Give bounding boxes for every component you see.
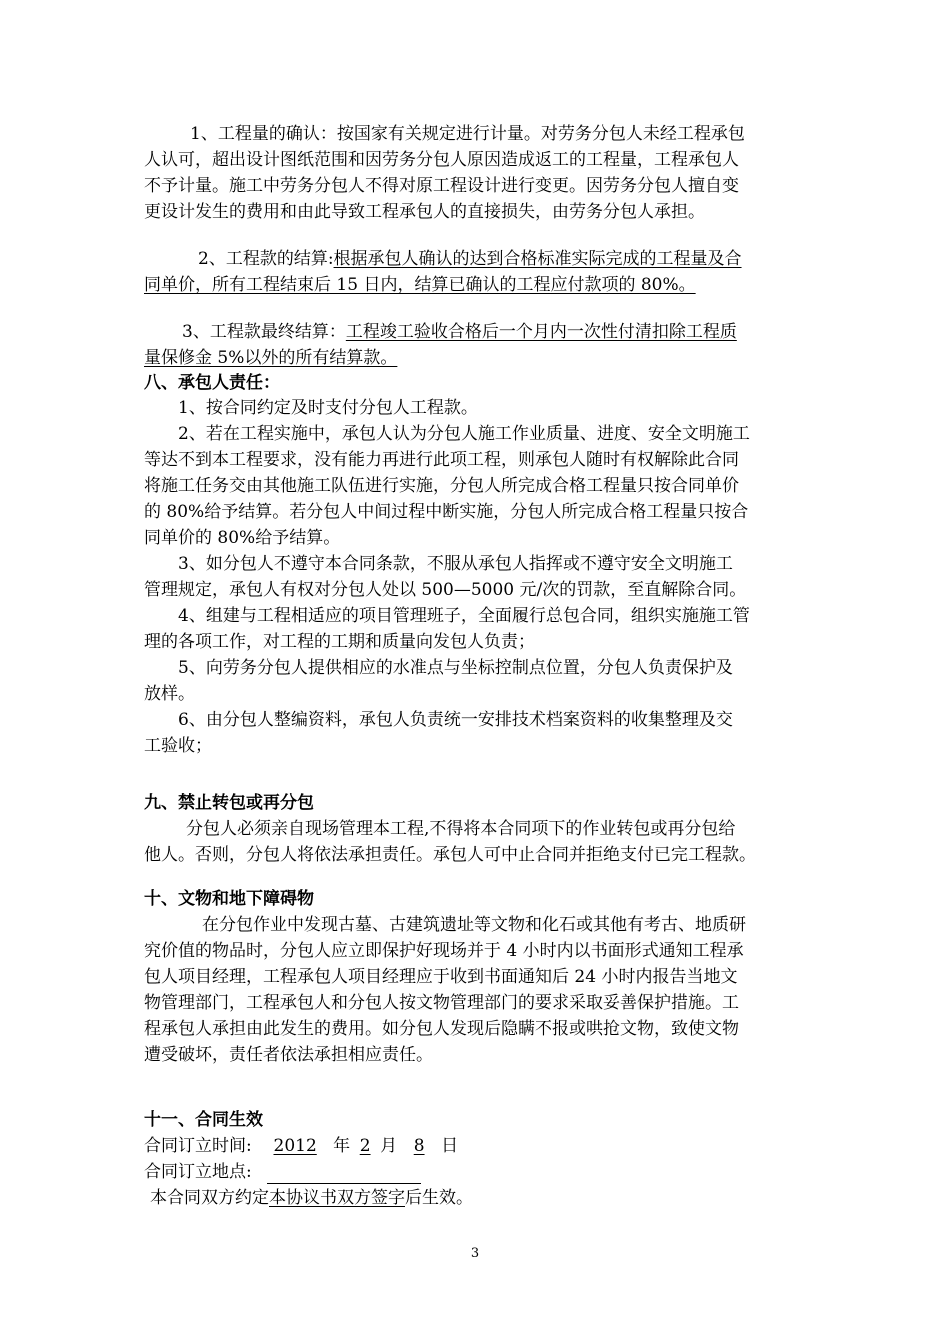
s8-line: 2、若在工程实施中，承包人认为分包人施工作业质量、进度、安全文明施工: [178, 424, 750, 444]
s8-line: 理的各项工作，对工程的工期和质量向发包人负责；: [144, 632, 535, 652]
s7-p1-line2: 人认可，超出设计图纸范围和因劳务分包人原因造成返工的工程量，工程承包人: [144, 150, 739, 170]
s10-line: 物管理部门，工程承包人和分包人按文物管理部门的要求采取妥善保护措施。工: [144, 993, 739, 1013]
s8-line: 4、组建与工程相适应的项目管理班子，全面履行总包合同，组织实施施工管: [178, 606, 750, 626]
s8-line: 等达不到本工程要求，没有能力再进行此项工程，则承包人随时有权解除此合同: [144, 450, 739, 470]
page-number: 3: [470, 1246, 480, 1261]
contract-month: 2: [359, 1136, 371, 1156]
year-unit: 年: [333, 1136, 351, 1156]
effect-post: 后生效。: [405, 1188, 473, 1208]
s8-line: 工验收；: [144, 736, 212, 756]
s10-line: 程承包人承担由此发生的费用。如分包人发现后隐瞒不报或哄抢文物，致使文物: [144, 1019, 739, 1039]
contract-place-label: 合同订立地点:: [144, 1162, 252, 1182]
contract-year: 2012: [273, 1136, 317, 1156]
s7-p2-line1: [198, 247, 742, 271]
contract-effect-line: [150, 1186, 473, 1210]
section-9-heading: 九、禁止转包或再分包: [144, 793, 314, 813]
s8-line: 6、由分包人整编资料，承包人负责统一安排技术档案资料的收集整理及交: [178, 710, 733, 730]
section-11-heading: 十一、合同生效: [144, 1110, 263, 1130]
s8-line: 放样。: [144, 684, 195, 704]
s7-p1-line4: 更设计发生的费用和由此导致工程承包人的直接损失，由劳务分包人承担。: [144, 202, 705, 222]
contract-date-line: [144, 1134, 458, 1158]
month-unit: 月: [380, 1136, 398, 1156]
section-10-heading: 十、文物和地下障碍物: [144, 889, 314, 909]
s7-p1-line3: 不予计量。施工中劳务分包人不得对原工程设计进行变更。因劳务分包人擅自变: [144, 176, 739, 196]
effect-signature-condition: 本协议书双方签字: [269, 1188, 405, 1208]
s9-line: 分包人必须亲自现场管理本工程,不得将本合同项下的作业转包或再分包给: [186, 819, 736, 839]
contract-day: 8: [413, 1136, 425, 1156]
s7-p2-underlined-1: 根据承包人确认的达到合格标准实际完成的工程量及合: [333, 249, 742, 269]
day-unit: 日: [441, 1136, 459, 1156]
s9-line: 他人。否则，分包人将依法承担责任。承包人可中止合同并拒绝支付已完工程款。: [144, 845, 756, 865]
s8-line: 5、向劳务分包人提供相应的水准点与坐标控制点位置，分包人负责保护及: [178, 658, 733, 678]
s8-line: 的 80%给予结算。若分包人中间过程中断实施，分包人所完成合格工程量只按合: [144, 502, 749, 522]
section-8-heading: 八、承包人责任：: [144, 373, 280, 393]
s7-p3-lead: 3、工程款最终结算：: [182, 322, 346, 342]
s8-line: 管理规定，承包人有权对分包人处以 500—5000 元/次的罚款，至直解除合同。: [144, 580, 747, 600]
s8-line: 将施工任务交由其他施工队伍进行实施，分包人所完成合格工程量只按合同单价: [144, 476, 739, 496]
contract-place-line: [144, 1160, 421, 1184]
s10-line: 究价值的物品时，分包人应立即保护好现场并于 4 小时内以书面形式通知工程承: [144, 941, 744, 961]
s10-line: 遭受破坏，责任者依法承担相应责任。: [144, 1045, 433, 1065]
s10-line: 包人项目经理，工程承包人项目经理应于收到书面通知后 24 小时内报告当地文: [144, 967, 738, 987]
s7-p3-line2: 量保修金 5%以外的所有结算款。: [144, 348, 398, 368]
contract-date-label: 合同订立时间:: [144, 1136, 252, 1156]
effect-pre: 本合同双方约定: [150, 1188, 269, 1208]
s8-line: 同单价的 80%给予结算。: [144, 528, 341, 548]
s7-p2-line2: 同单价，所有工程结束后 15 日内，结算已确认的工程应付款项的 80%。: [144, 275, 696, 295]
s8-line: 1、按合同约定及时支付分包人工程款。: [178, 398, 478, 418]
s7-p1-line1: 1、工程量的确认：按国家有关规定进行计量。对劳务分包人未经工程承包: [190, 124, 745, 144]
s7-p3-underlined-1: 工程竣工验收合格后一个月内一次性付清扣除工程质: [345, 322, 737, 342]
s10-line: 在分包作业中发现古墓、古建筑遗址等文物和化石或其他有考古、地质研: [202, 915, 746, 935]
s7-p2-lead: 2、工程款的结算:: [198, 249, 334, 269]
contract-place-blank: [267, 1163, 421, 1184]
s7-p3-line1: [182, 320, 737, 344]
s8-line: 3、如分包人不遵守本合同条款，不服从承包人指挥或不遵守安全文明施工: [178, 554, 733, 574]
